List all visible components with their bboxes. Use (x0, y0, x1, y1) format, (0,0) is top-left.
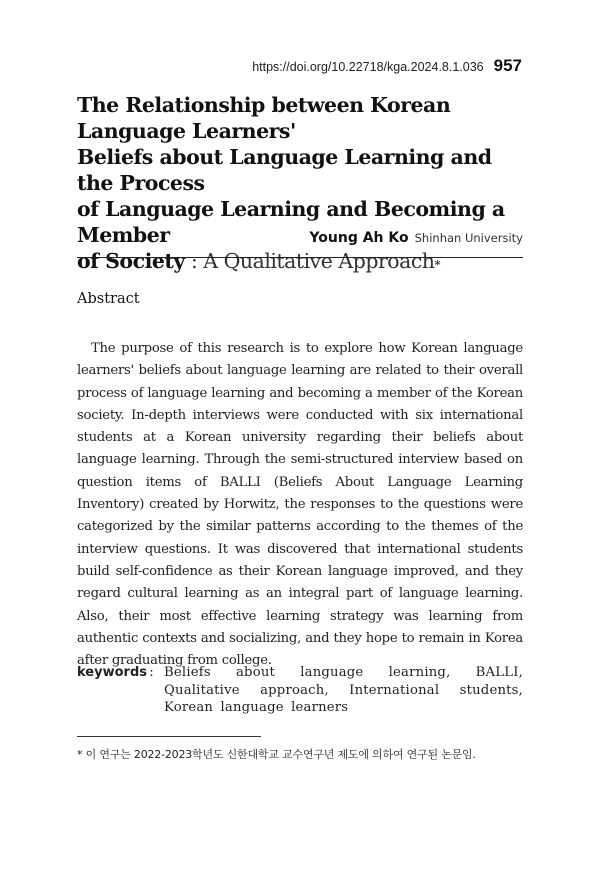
title-line-3: of Language Learning and Becoming a Member (77, 197, 505, 247)
title-main-end: of Society (77, 249, 185, 273)
abstract-body: The purpose of this research is to explore how Korean language learners' beliefs about language learning are related to their overall process of language learning and becoming a member of the Korean society. In-depth interviews were conducted with six international students at a Korean university regarding their beliefs about language learning. Through the semi-structured interview based on question items of BALLI (Beliefs About Language Learning Inventory) created by Horwitz, the responses to the questions were categorized by the similar patterns according to the themes of the interview questions. It was discovered that international students build self-confidence as their Korean language improved, and they regard cultural learning as an integral part of language learning. Also, their most effective learning strategy was learning from authentic contexts and socializing, and they hope to remain in Korea after graduating from college. (77, 341, 523, 669)
keywords-block (77, 664, 523, 717)
abstract-heading: Abstract (77, 291, 140, 307)
page-header (252, 56, 522, 76)
title-footnote-marker: * (434, 258, 441, 272)
footnote: * 이 연구는 2022-2023학년도 신한대학교 교수연구년 제도에 의하여 연구된 논문임. (77, 748, 476, 761)
paper-title (77, 92, 527, 278)
header-divider (77, 257, 523, 258)
author-name: Young Ah Ko (309, 230, 409, 246)
keywords-label: keywords (77, 665, 147, 680)
keywords-colon: : (149, 665, 154, 680)
keywords-text: Beliefs about language learning, BALLI, Qualitative approach, International students, Korean language learners (164, 665, 523, 715)
page-number: 957 (493, 56, 522, 75)
author-block (309, 230, 523, 246)
author-affiliation: Shinhan University (414, 231, 523, 245)
footnote-divider (77, 736, 261, 737)
doi-link[interactable]: https://doi.org/10.22718/kga.2024.8.1.036 (252, 60, 484, 74)
title-separator: : (184, 249, 204, 273)
title-line-2: Beliefs about Language Learning and the Process (77, 145, 492, 195)
title-subtitle: A Qualitative Approach (203, 249, 435, 273)
title-line-1: The Relationship between Korean Language Learners' (77, 93, 451, 143)
title-line-4 (77, 248, 527, 278)
